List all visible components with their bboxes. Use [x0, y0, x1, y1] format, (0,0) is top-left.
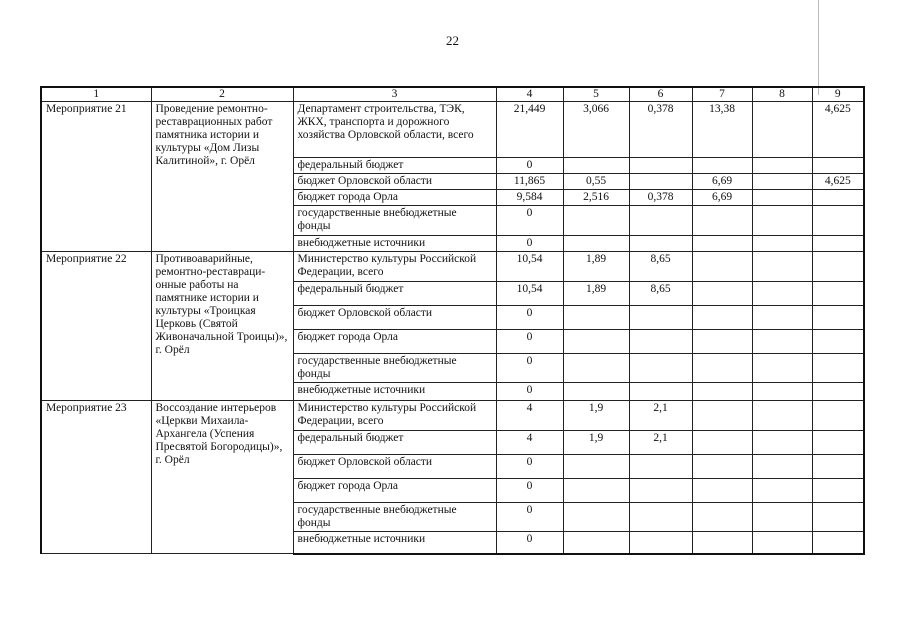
- value-cell-c6: [629, 532, 692, 554]
- value-cell-c4: 0: [496, 532, 563, 554]
- value-cell-c7: 13,38: [692, 102, 752, 158]
- funding-source: внебюджетные источники: [293, 383, 496, 401]
- value-cell-c8: [752, 532, 812, 554]
- value-cell-c7: 6,69: [692, 190, 752, 206]
- table-row: [41, 102, 864, 158]
- value-cell-c9: [812, 206, 864, 236]
- column-header: 8: [752, 87, 812, 102]
- measure-name: Проведение ремонтно-реставрационных работ памятника истории и культуры «Дом Лизы Калитиной», г. Орёл: [151, 102, 293, 252]
- value-cell-c7: [692, 431, 752, 455]
- funding-source: бюджет города Орла: [293, 479, 496, 503]
- value-cell-c8: [752, 503, 812, 532]
- value-cell-c4: 0: [496, 455, 563, 479]
- value-cell-c6: 2,1: [629, 431, 692, 455]
- table-row: [41, 252, 864, 282]
- value-cell-c6: [629, 306, 692, 330]
- value-cell-c9: [812, 282, 864, 306]
- funding-source: Министерство культуры Российской Федерации, всего: [293, 252, 496, 282]
- value-cell-c4: 0: [496, 206, 563, 236]
- value-cell-c8: [752, 190, 812, 206]
- value-cell-c9: [812, 330, 864, 354]
- funding-source: федеральный бюджет: [293, 158, 496, 174]
- value-cell-c5: [563, 532, 629, 554]
- value-cell-c9: [812, 401, 864, 431]
- table-row: [41, 401, 864, 431]
- funding-source: бюджет Орловской области: [293, 455, 496, 479]
- value-cell-c8: [752, 455, 812, 479]
- column-header: 7: [692, 87, 752, 102]
- value-cell-c9: [812, 532, 864, 554]
- measure-name: Противоаварийные, ремонтно-реставраци-онные работы на памятнике истории и культуры «Троицкая Церковь (Святой Живоначальной Троицы)», г. Орёл: [151, 252, 293, 401]
- column-header: 2: [151, 87, 293, 102]
- value-cell-c8: [752, 330, 812, 354]
- column-header: 3: [293, 87, 496, 102]
- value-cell-c9: [812, 236, 864, 252]
- funding-source: бюджет города Орла: [293, 190, 496, 206]
- value-cell-c6: 0,378: [629, 190, 692, 206]
- value-cell-c8: [752, 282, 812, 306]
- value-cell-c6: [629, 479, 692, 503]
- value-cell-c4: 9,584: [496, 190, 563, 206]
- column-header: 4: [496, 87, 563, 102]
- value-cell-c4: 0: [496, 306, 563, 330]
- value-cell-c5: [563, 354, 629, 383]
- value-cell-c6: [629, 455, 692, 479]
- value-cell-c4: 21,449: [496, 102, 563, 158]
- value-cell-c5: [563, 306, 629, 330]
- funding-source: государственные внебюджетные фонды: [293, 206, 496, 236]
- value-cell-c9: [812, 158, 864, 174]
- value-cell-c5: 1,89: [563, 252, 629, 282]
- value-cell-c5: [563, 206, 629, 236]
- value-cell-c8: [752, 479, 812, 503]
- column-header: 6: [629, 87, 692, 102]
- value-cell-c6: 0,378: [629, 102, 692, 158]
- measure-id: Мероприятие 21: [41, 102, 151, 252]
- value-cell-c8: [752, 158, 812, 174]
- value-cell-c7: [692, 236, 752, 252]
- value-cell-c9: [812, 354, 864, 383]
- value-cell-c5: [563, 236, 629, 252]
- value-cell-c4: 0: [496, 330, 563, 354]
- value-cell-c5: 1,89: [563, 282, 629, 306]
- value-cell-c4: 10,54: [496, 252, 563, 282]
- value-cell-c9: [812, 252, 864, 282]
- value-cell-c4: 0: [496, 236, 563, 252]
- value-cell-c4: 0: [496, 383, 563, 401]
- value-cell-c4: 0: [496, 354, 563, 383]
- value-cell-c8: [752, 401, 812, 431]
- value-cell-c4: 0: [496, 479, 563, 503]
- value-cell-c9: 4,625: [812, 174, 864, 190]
- header-row: [41, 87, 864, 102]
- budget-table: [40, 86, 865, 555]
- funding-source: Министерство культуры Российской Федерации, всего: [293, 401, 496, 431]
- value-cell-c4: 11,865: [496, 174, 563, 190]
- value-cell-c5: [563, 503, 629, 532]
- value-cell-c8: [752, 431, 812, 455]
- value-cell-c7: [692, 282, 752, 306]
- value-cell-c7: [692, 330, 752, 354]
- value-cell-c9: [812, 306, 864, 330]
- value-cell-c4: 0: [496, 158, 563, 174]
- value-cell-c5: [563, 383, 629, 401]
- value-cell-c6: [629, 354, 692, 383]
- funding-source: внебюджетные источники: [293, 236, 496, 252]
- value-cell-c9: [812, 479, 864, 503]
- value-cell-c7: 6,69: [692, 174, 752, 190]
- value-cell-c7: [692, 383, 752, 401]
- funding-source: бюджет Орловской области: [293, 174, 496, 190]
- value-cell-c5: 1,9: [563, 401, 629, 431]
- funding-source: бюджет Орловской области: [293, 306, 496, 330]
- value-cell-c8: [752, 383, 812, 401]
- value-cell-c5: 2,516: [563, 190, 629, 206]
- value-cell-c6: [629, 503, 692, 532]
- value-cell-c7: [692, 479, 752, 503]
- funding-source: федеральный бюджет: [293, 431, 496, 455]
- column-header: 9: [812, 87, 864, 102]
- value-cell-c5: 1,9: [563, 431, 629, 455]
- value-cell-c5: [563, 158, 629, 174]
- value-cell-c5: 0,55: [563, 174, 629, 190]
- funding-source: государственные внебюджетные фонды: [293, 354, 496, 383]
- value-cell-c9: [812, 190, 864, 206]
- value-cell-c4: 0: [496, 503, 563, 532]
- value-cell-c4: 10,54: [496, 282, 563, 306]
- value-cell-c7: [692, 354, 752, 383]
- table-body: [41, 87, 864, 554]
- funding-source: бюджет города Орла: [293, 330, 496, 354]
- value-cell-c7: [692, 455, 752, 479]
- value-cell-c8: [752, 174, 812, 190]
- value-cell-c6: 8,65: [629, 282, 692, 306]
- value-cell-c7: [692, 158, 752, 174]
- value-cell-c8: [752, 306, 812, 330]
- value-cell-c7: [692, 532, 752, 554]
- value-cell-c6: [629, 383, 692, 401]
- value-cell-c5: [563, 479, 629, 503]
- value-cell-c6: [629, 236, 692, 252]
- measure-name: Воссоздание интерьеров «Церкви Михаила-Архангела (Успения Пресвятой Богородицы)», г. Орёл: [151, 401, 293, 554]
- value-cell-c9: [812, 383, 864, 401]
- value-cell-c7: [692, 401, 752, 431]
- value-cell-c6: [629, 158, 692, 174]
- value-cell-c8: [752, 102, 812, 158]
- funding-source: государственные внебюджетные фонды: [293, 503, 496, 532]
- value-cell-c7: [692, 503, 752, 532]
- value-cell-c6: 8,65: [629, 252, 692, 282]
- funding-source: внебюджетные источники: [293, 532, 496, 554]
- page-number: 22: [446, 33, 459, 48]
- margin-line: [818, 0, 819, 95]
- value-cell-c5: 3,066: [563, 102, 629, 158]
- measure-id: Мероприятие 23: [41, 401, 151, 554]
- value-cell-c6: [629, 174, 692, 190]
- value-cell-c8: [752, 236, 812, 252]
- value-cell-c6: [629, 330, 692, 354]
- value-cell-c5: [563, 330, 629, 354]
- value-cell-c7: [692, 252, 752, 282]
- value-cell-c6: 2,1: [629, 401, 692, 431]
- value-cell-c6: [629, 206, 692, 236]
- column-header: 1: [41, 87, 151, 102]
- value-cell-c8: [752, 252, 812, 282]
- value-cell-c8: [752, 354, 812, 383]
- value-cell-c7: [692, 306, 752, 330]
- funding-source: Департамент строительства, ТЭК, ЖКХ, транспорта и дорожного хозяйства Орловской области, всего: [293, 102, 496, 158]
- measure-id: Мероприятие 22: [41, 252, 151, 401]
- funding-source: федеральный бюджет: [293, 282, 496, 306]
- value-cell-c8: [752, 206, 812, 236]
- value-cell-c7: [692, 206, 752, 236]
- column-header: 5: [563, 87, 629, 102]
- value-cell-c9: 4,625: [812, 102, 864, 158]
- value-cell-c5: [563, 455, 629, 479]
- value-cell-c9: [812, 503, 864, 532]
- value-cell-c4: 4: [496, 401, 563, 431]
- value-cell-c9: [812, 431, 864, 455]
- value-cell-c4: 4: [496, 431, 563, 455]
- value-cell-c9: [812, 455, 864, 479]
